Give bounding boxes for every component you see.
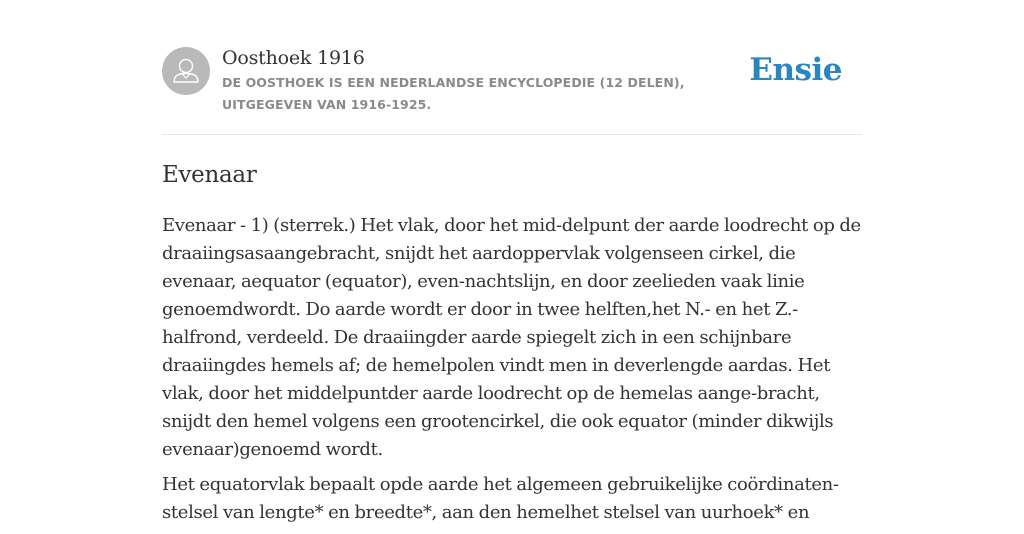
source-description: DE OOSTHOEK IS EEN NEDERLANDSE ENCYCLOPEDIE (12 DELEN), UITGEGEVEN VAN 1916-1925. [222,75,685,112]
source-title[interactable]: Oosthoek 1916 [222,47,365,69]
article-body [162,212,862,534]
user-silhouette-icon[interactable] [162,47,210,95]
source-info [222,45,762,116]
content-container [162,0,862,523]
article-paragraph: Het equatorvlak bepaalt opde aarde het algemeen gebruikelijke coördinaten-stelsel van lengte* en breedte*, aan den hemelhet stelsel van uurhoek* en [162,474,839,523]
source-header [162,0,862,135]
article-title: Evenaar [162,162,257,188]
brand-logo[interactable]: Ensie [749,52,842,88]
article-paragraph: Evenaar - 1) (sterrek.) Het vlak, door het mid-delpunt der aarde loodrecht op de draaiingsasaangebracht, snijdt het aardoppervlak volgenseen cirkel, die evenaar, aequator (equator), even-nachtslijn, en door zeelieden vaak linie genoemdwordt. Do aarde wordt er door in twee helften,het N.- en het Z.-halfrond, verdeeld. De draaiingder aarde spiegelt zich in een schijnbare draaiingdes hemels af; de hemelpolen vindt men in deverlengde aardas. Het vlak, door het middelpuntder aarde loodrecht op de hemelas aange-bracht, snijdt den hemel volgens een grootencirkel, die ook equator (minder dikwijls evenaar)genoemd wordt. [162,215,861,460]
